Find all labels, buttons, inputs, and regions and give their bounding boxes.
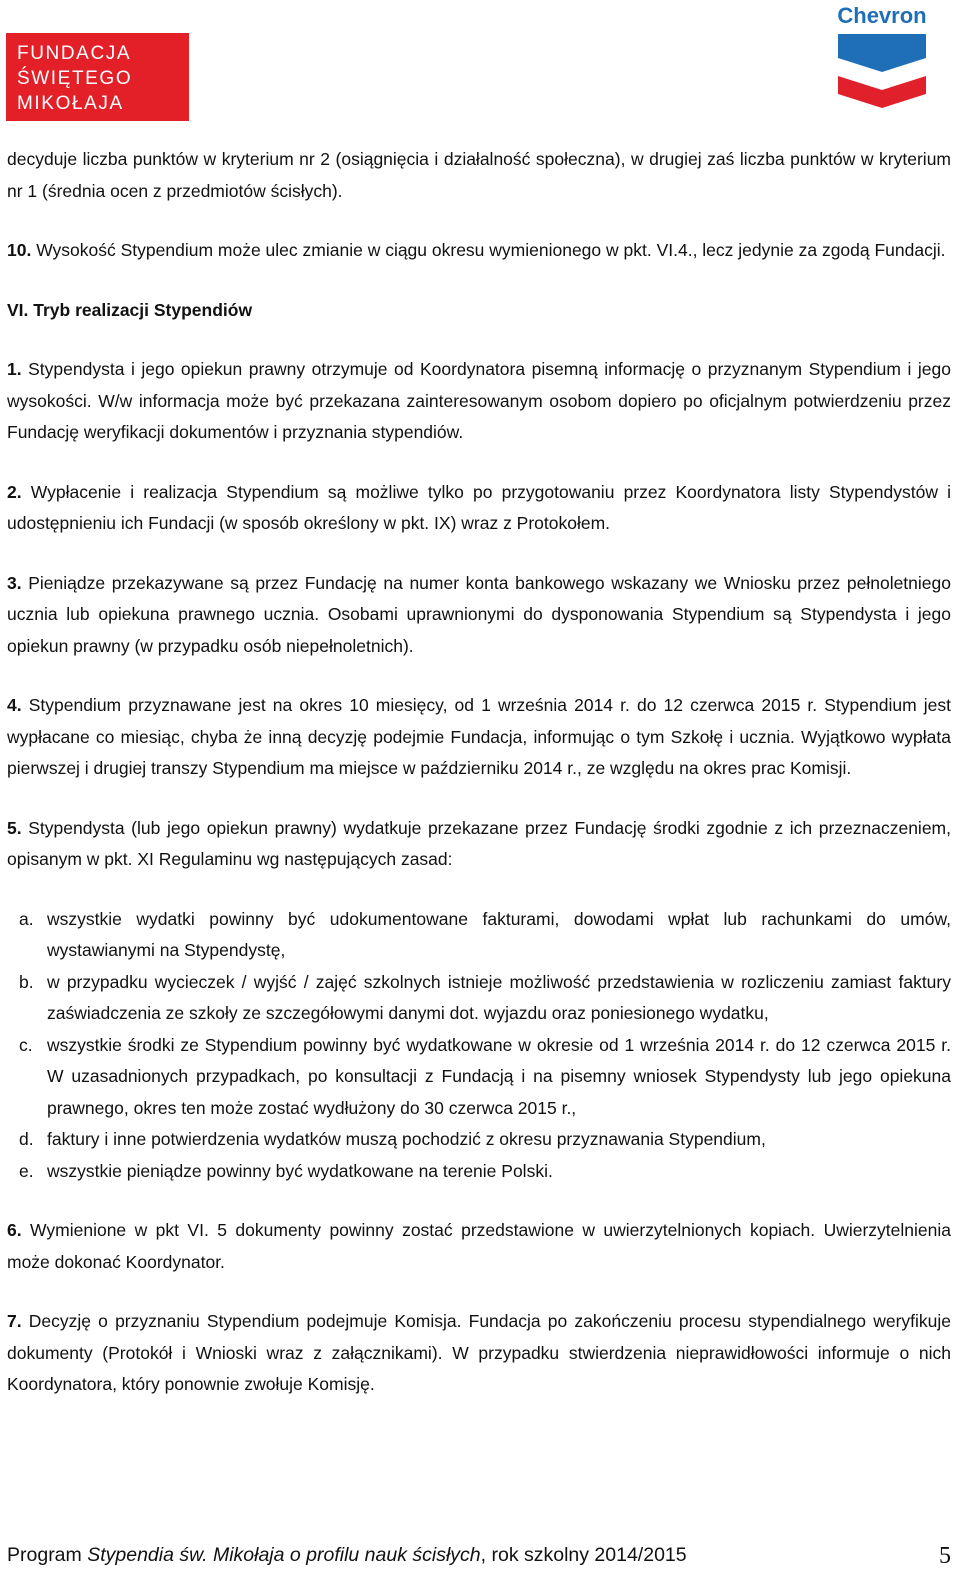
paragraph-number: 2. <box>7 481 22 502</box>
paragraph-vi-2 <box>7 477 951 540</box>
list-item-text: faktury i inne potwierdzenia wydatków muszą pochodzić z okresu przyznawania Stypendium, <box>47 1129 766 1149</box>
page-number: 5 <box>939 1543 951 1569</box>
list-item-text: wszystkie środki ze Stypendium powinny być wydatkowane w okresie od 1 września 2014 r. do 12 czerwca 2015 r. W uzasadnionych przypadkach, po konsultacji z Fundacją i na pisemny wniosek Stypendysty lub jego opiekuna prawnego, okres ten może zostać wydłużony do 30 czerwca 2015 r., <box>47 1034 951 1118</box>
paragraph-text: Decyzję o przyznaniu Stypendium podejmuje Komisja. Fundacja po zakończeniu procesu stypendialnego weryfikuje dokumenty (Protokół i Wnioski wraz z załącznikami). W przypadku stwierdzenia nieprawidłowości informuje o nich Koordynatora, który ponownie zwołuje Komisję. <box>7 1311 951 1394</box>
paragraph-text: Stypendium przyznawane jest na okres 10 miesięcy, od 1 września 2014 r. do 12 czerwca 2015 r. Stypendium jest wypłacane co miesiąc, chyba że inną decyzję podejmie Fundacja, informując o tym Szkołę i ucznia. Wyjątkowo wypłata pierwszej i drugiej transzy Stypendium ma miejsce w październiku 2014 r., ze względu na okres prac Komisji. <box>7 695 951 778</box>
fundacja-swietego-mikolaja-logo <box>6 33 189 121</box>
paragraph-text: Wypłacenie i realizacja Stypendium są możliwe tylko po przygotowaniu przez Koordynatora listy Stypendystów i udostępnieniu ich Fundacji (w sposób określony w pkt. IX) wraz z Protokołem. <box>7 481 951 533</box>
chevron-emblem-icon <box>836 32 928 110</box>
list-item-text: w przypadku wycieczek / wyjść / zajęć szkolnych istnieje możliwość przedstawienia w rozliczeniu zamiast faktury zaświadczenia ze szkoły ze szczegółowymi danymi dot. wyjazdu oraz poniesionego wydatku, <box>47 971 951 1023</box>
paragraph-number: 7. <box>7 1311 22 1331</box>
paragraph-number: 3. <box>7 572 22 593</box>
page-footer <box>7 1542 951 1568</box>
footer-prefix: Program <box>7 1544 88 1566</box>
paragraph-number: 1. <box>7 359 22 379</box>
list-item <box>7 1124 951 1156</box>
list-item <box>7 1156 951 1188</box>
paragraph-vi-6 <box>7 1215 951 1278</box>
list-marker: a. <box>19 908 34 929</box>
section-heading: VI. Tryb realizacji Stypendiów <box>7 299 253 320</box>
list-item-text: wszystkie wydatki powinny być udokumentowane fakturami, dowodami wpłat lub rachunkami do umów, wystawianymi na Stypendystę, <box>47 908 951 960</box>
list-item-text: wszystkie pieniądze powinny być wydatkowane na terenie Polski. <box>47 1160 553 1181</box>
document-body <box>7 144 951 1401</box>
logo-line-1: FUNDACJA <box>17 43 132 64</box>
chevron-wordmark: Chevron <box>837 3 927 28</box>
paragraph-text: Stypendysta (lub jego opiekun prawny) wydatkuje przekazane przez Fundację środki zgodnie z ich przeznaczeniem, opisanym w pkt. XI Regulaminu wg następujących zasad: <box>7 817 951 869</box>
footer-program-name: Stypendia św. Mikołaja o profilu nauk ścisłych <box>87 1544 481 1566</box>
list-marker: d. <box>19 1129 34 1149</box>
chevron-logo <box>832 2 932 110</box>
paragraph-vi-7 <box>7 1306 951 1401</box>
paragraph-vi-1 <box>7 354 951 449</box>
logo-line-3: MIKOŁAJA <box>17 93 124 114</box>
list-marker: c. <box>19 1034 33 1055</box>
expense-rules-list <box>7 904 951 1188</box>
paragraph-vi-3 <box>7 568 951 663</box>
list-item <box>7 904 951 967</box>
footer-suffix: , rok szkolny 2014/2015 <box>480 1544 687 1566</box>
paragraph-vi-5 <box>7 813 951 876</box>
paragraph-continuation: decyduje liczba punktów w kryterium nr 2 (osiągnięcia i działalność społeczna), w drugiej zaś liczba punktów w kryterium nr 1 (średnia ocen z przedmiotów ścisłych). <box>7 149 951 201</box>
paragraph-text: Wymienione w pkt VI. 5 dokumenty powinny zostać przedstawione w uwierzytelnionych kopiach. Uwierzytelnienia może dokonać Koordynator. <box>7 1220 951 1272</box>
list-item <box>7 967 951 1030</box>
paragraph-text: Pieniądze przekazywane są przez Fundację na numer konta bankowego wskazany we Wniosku przez pełnoletniego ucznia lub opiekuna prawnego ucznia. Osobami uprawnionymi do dysponowania Stypendium są Stypendysta i jego opiekun prawny (w przypadku osób niepełnoletnich). <box>7 572 951 656</box>
paragraph-number: 6. <box>7 1220 22 1240</box>
list-item <box>7 1030 951 1125</box>
paragraph-number: 10. <box>7 240 32 260</box>
paragraph-text: Wysokość Stypendium może ulec zmianie w ciągu okresu wymienionego w pkt. VI.4., lecz jedynie za zgodą Fundacji. <box>31 240 946 260</box>
list-marker: b. <box>19 971 34 992</box>
paragraph-10 <box>7 235 951 267</box>
paragraph-text: Stypendysta i jego opiekun prawny otrzymuje od Koordynatora pisemną informację o przyznanym Stypendium i jego wysokości. W/w informacja może być przekazana zainteresowanym osobom dopiero po oficjalnym potwierdzeniu przez Fundację weryfikacji dokumentów i przyznania stypendiów. <box>7 359 951 442</box>
list-marker: e. <box>19 1160 34 1181</box>
paragraph-number: 4. <box>7 695 22 715</box>
paragraph-number: 5. <box>7 817 22 838</box>
logo-line-2: ŚWIĘTEGO <box>17 68 133 89</box>
paragraph-vi-4 <box>7 690 951 785</box>
